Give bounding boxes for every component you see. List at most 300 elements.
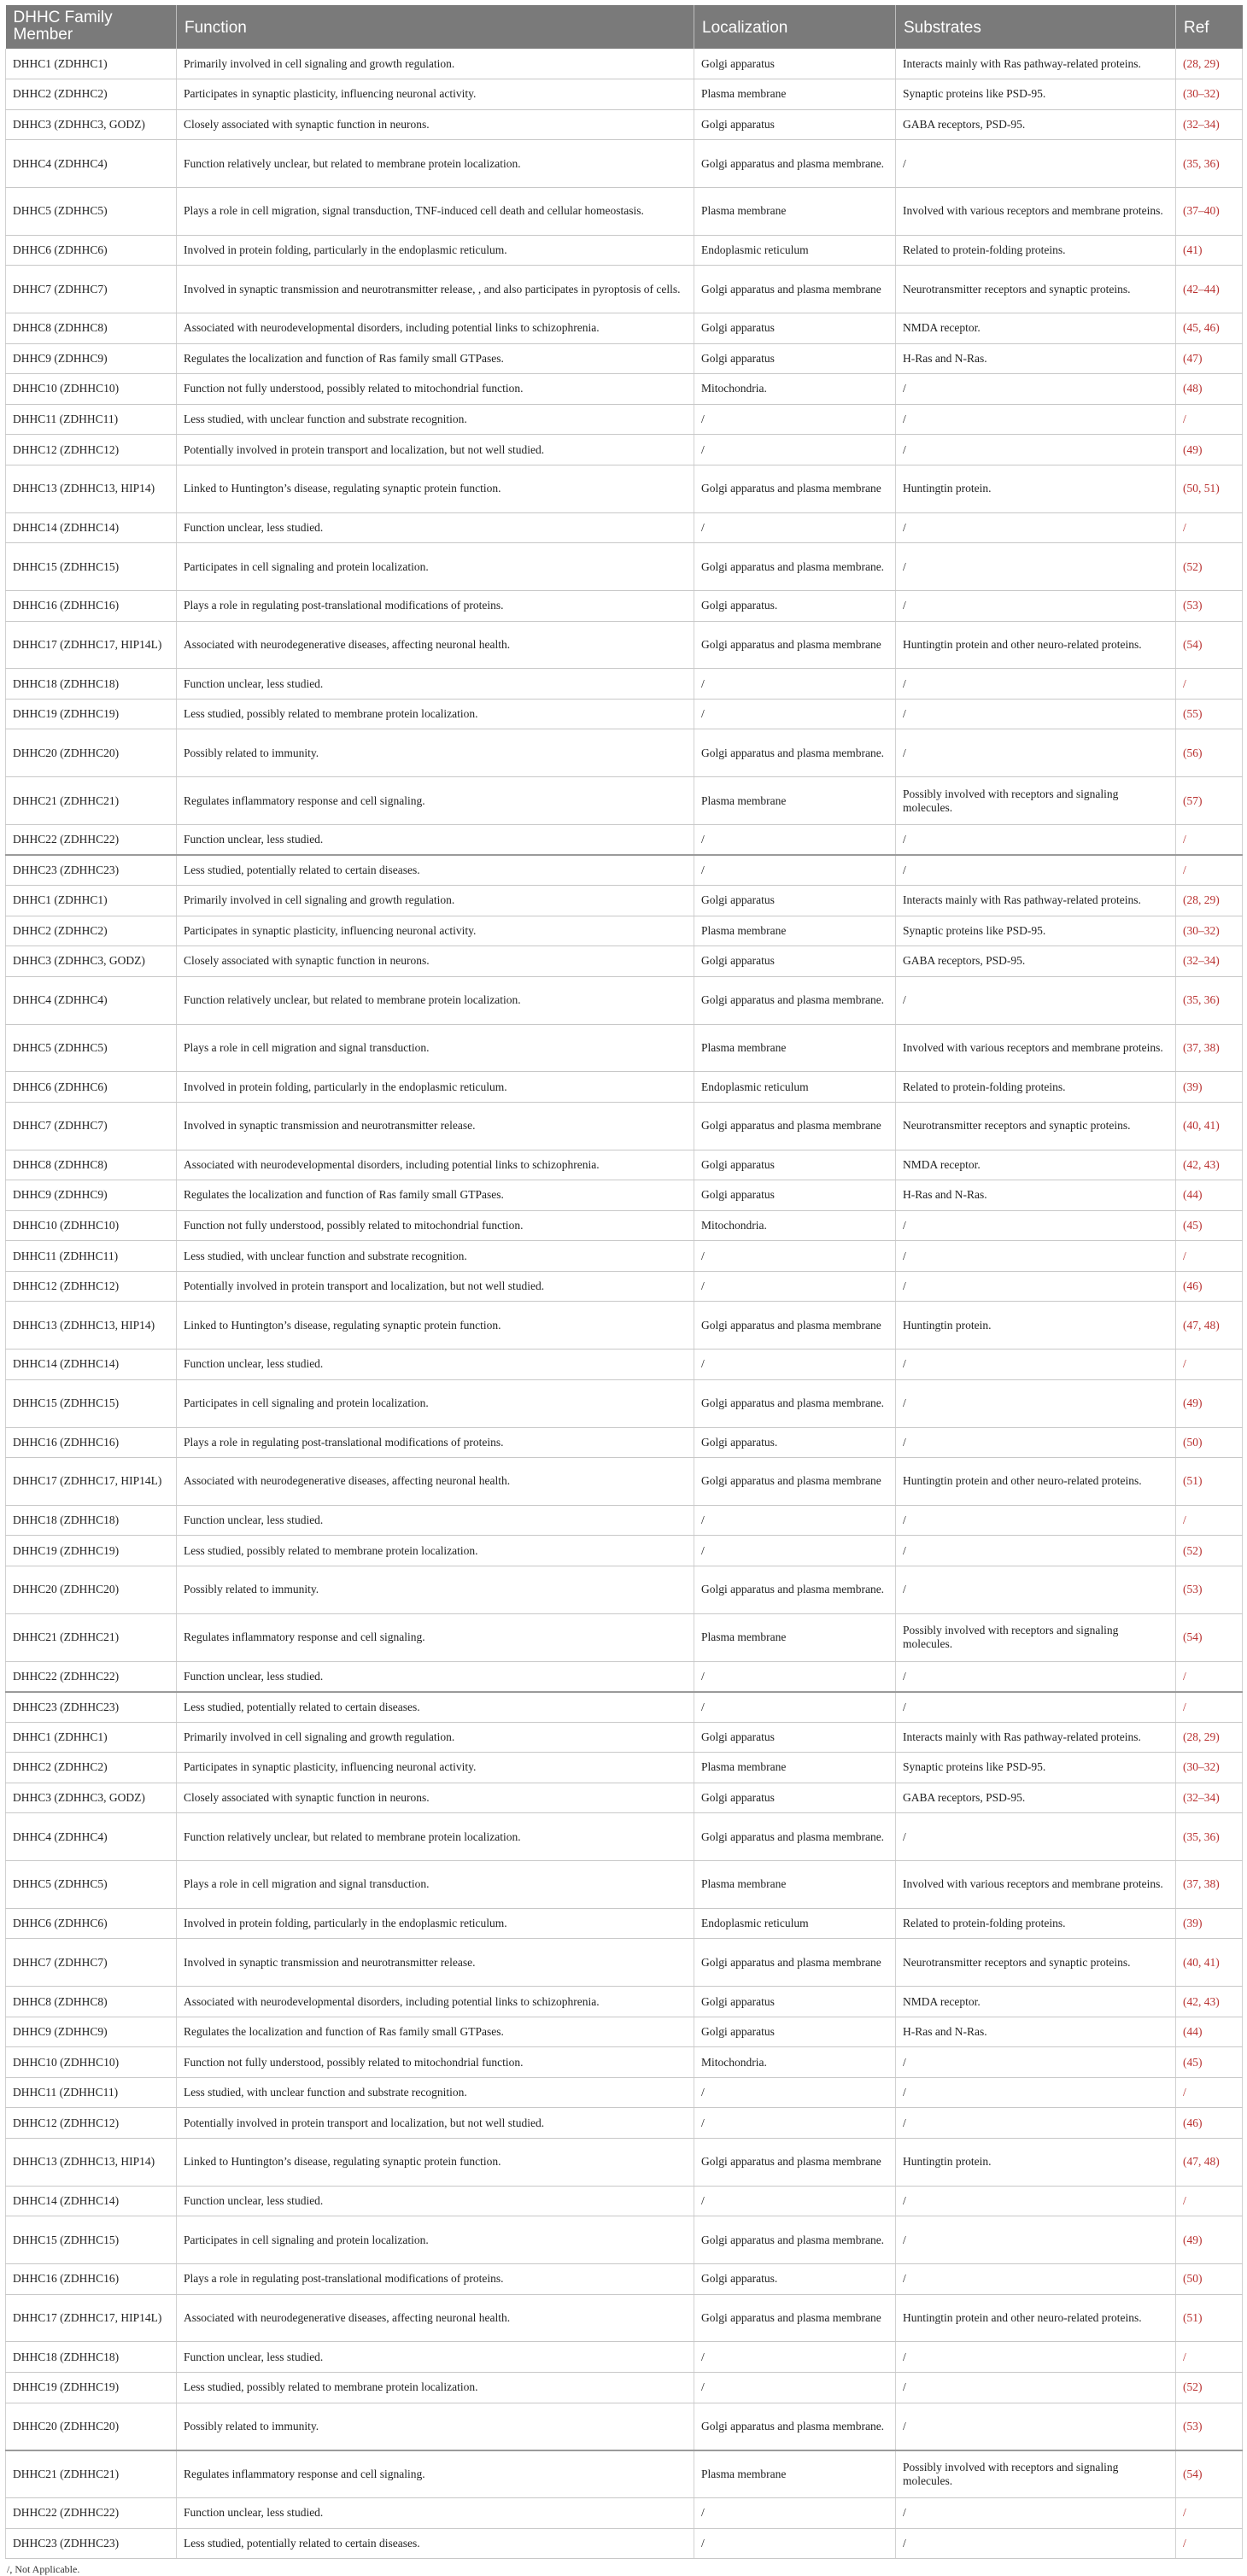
table-row xyxy=(6,1722,1243,1753)
ref-cell: (54) xyxy=(1176,621,1243,669)
family-member-cell: DHHC17 (ZDHHC17, HIP14L) xyxy=(6,2294,177,2342)
ref-cell: (30–32) xyxy=(1176,1753,1243,1783)
ref-cell: (46) xyxy=(1176,1271,1243,1302)
substrates-cell: / xyxy=(896,669,1176,700)
table-row xyxy=(6,1505,1243,1536)
ref-cell: (44) xyxy=(1176,2017,1243,2047)
function-cell: Involved in protein folding, particularly in the endoplasmic reticulum. xyxy=(177,1908,694,1939)
family-member-cell: DHHC6 (ZDHHC6) xyxy=(6,1908,177,1939)
family-member-cell: DHHC15 (ZDHHC15) xyxy=(6,543,177,591)
family-member-cell: DHHC6 (ZDHHC6) xyxy=(6,1072,177,1103)
table-row xyxy=(6,1661,1243,1692)
family-member-cell: DHHC21 (ZDHHC21) xyxy=(6,2450,177,2498)
table-row xyxy=(6,1987,1243,2017)
function-cell: Involved in synaptic transmission and neurotransmitter release, , and also participates in pyroptosis of cells. xyxy=(177,266,694,313)
substrates-cell: NMDA receptor. xyxy=(896,1987,1176,2017)
table-row xyxy=(6,1210,1243,1241)
function-cell: Potentially involved in protein transport and localization, but not well studied. xyxy=(177,435,694,465)
substrates-cell: / xyxy=(896,1241,1176,1272)
table-row xyxy=(6,1150,1243,1180)
localization-cell: Golgi apparatus xyxy=(694,1783,896,1813)
family-member-cell: DHHC18 (ZDHHC18) xyxy=(6,669,177,700)
ref-cell: (32–34) xyxy=(1176,1783,1243,1813)
substrates-cell: Involved with various receptors and membrane proteins. xyxy=(896,187,1176,235)
table-row xyxy=(6,946,1243,977)
localization-cell: Golgi apparatus xyxy=(694,1722,896,1753)
table-row xyxy=(6,512,1243,543)
ref-cell: (53) xyxy=(1176,1566,1243,1613)
substrates-cell: Possibly involved with receptors and signaling molecules. xyxy=(896,1613,1176,1661)
substrates-cell: GABA receptors, PSD-95. xyxy=(896,946,1176,977)
table-row xyxy=(6,2138,1243,2186)
ref-cell: (45) xyxy=(1176,2047,1243,2078)
substrates-cell: Interacts mainly with Ras pathway-related proteins. xyxy=(896,49,1176,79)
family-member-cell: DHHC8 (ZDHHC8) xyxy=(6,1150,177,1180)
table-row xyxy=(6,1536,1243,1566)
function-cell: Regulates inflammatory response and cell signaling. xyxy=(177,2450,694,2498)
localization-cell: / xyxy=(694,699,896,729)
family-member-cell: DHHC6 (ZDHHC6) xyxy=(6,235,177,266)
table-row xyxy=(6,2373,1243,2403)
substrates-cell: / xyxy=(896,1379,1176,1427)
ref-cell: (44) xyxy=(1176,1180,1243,1211)
ref-cell: (49) xyxy=(1176,2216,1243,2264)
localization-cell: Plasma membrane xyxy=(694,79,896,110)
ref-cell: (30–32) xyxy=(1176,79,1243,110)
substrates-cell: / xyxy=(896,2186,1176,2216)
table-row xyxy=(6,79,1243,110)
localization-cell: Golgi apparatus xyxy=(694,886,896,916)
family-member-cell: DHHC17 (ZDHHC17, HIP14L) xyxy=(6,621,177,669)
family-member-cell: DHHC18 (ZDHHC18) xyxy=(6,1505,177,1536)
localization-cell: Mitochondria. xyxy=(694,1210,896,1241)
ref-cell: (50) xyxy=(1176,1427,1243,1458)
family-member-cell: DHHC11 (ZDHHC11) xyxy=(6,1241,177,1272)
table-row xyxy=(6,1102,1243,1150)
family-member-cell: DHHC10 (ZDHHC10) xyxy=(6,374,177,405)
ref-cell: (55) xyxy=(1176,699,1243,729)
substrates-cell: Huntingtin protein. xyxy=(896,1302,1176,1349)
ref-cell: (28, 29) xyxy=(1176,1722,1243,1753)
table-footnote: /, Not Applicable. xyxy=(7,2563,80,2576)
substrates-cell: Synaptic proteins like PSD-95. xyxy=(896,1753,1176,1783)
table-row xyxy=(6,1939,1243,1987)
ref-cell: (52) xyxy=(1176,1536,1243,1566)
function-cell: Participates in cell signaling and protein localization. xyxy=(177,2216,694,2264)
ref-cell: (39) xyxy=(1176,1072,1243,1103)
localization-cell: / xyxy=(694,2498,896,2529)
substrates-cell: Neurotransmitter receptors and synaptic proteins. xyxy=(896,266,1176,313)
substrates-cell: / xyxy=(896,404,1176,435)
ref-cell: (39) xyxy=(1176,1908,1243,1939)
ref-cell: / xyxy=(1176,2077,1243,2108)
table-row xyxy=(6,1753,1243,1783)
function-cell: Plays a role in cell migration, signal transduction, TNF-induced cell death and cellular homeostasis. xyxy=(177,187,694,235)
function-cell: Function not fully understood, possibly related to mitochondrial function. xyxy=(177,1210,694,1241)
localization-cell: Golgi apparatus and plasma membrane xyxy=(694,266,896,313)
localization-cell: / xyxy=(694,404,896,435)
function-cell: Function relatively unclear, but related to membrane protein localization. xyxy=(177,976,694,1024)
localization-cell: Golgi apparatus xyxy=(694,109,896,140)
ref-cell: (37, 38) xyxy=(1176,1861,1243,1909)
substrates-cell: NMDA receptor. xyxy=(896,1150,1176,1180)
family-member-cell: DHHC8 (ZDHHC8) xyxy=(6,1987,177,2017)
function-cell: Plays a role in cell migration and signal transduction. xyxy=(177,1861,694,1909)
table-row xyxy=(6,266,1243,313)
table-row xyxy=(6,2342,1243,2373)
family-member-cell: DHHC20 (ZDHHC20) xyxy=(6,729,177,777)
substrates-cell: Interacts mainly with Ras pathway-related proteins. xyxy=(896,886,1176,916)
substrates-cell: / xyxy=(896,374,1176,405)
table-row xyxy=(6,465,1243,512)
substrates-cell: / xyxy=(896,140,1176,188)
localization-cell: / xyxy=(694,435,896,465)
table-row xyxy=(6,2498,1243,2529)
ref-cell: (51) xyxy=(1176,2294,1243,2342)
dhhc-family-table xyxy=(5,5,1243,2559)
family-member-cell: DHHC12 (ZDHHC12) xyxy=(6,435,177,465)
function-cell: Less studied, potentially related to certain diseases. xyxy=(177,1692,694,1723)
function-cell: Possibly related to immunity. xyxy=(177,2403,694,2450)
function-cell: Regulates the localization and function of Ras family small GTPases. xyxy=(177,343,694,374)
table-row xyxy=(6,2186,1243,2216)
function-cell: Participates in cell signaling and protein localization. xyxy=(177,543,694,591)
localization-cell: / xyxy=(694,824,896,855)
localization-cell: Golgi apparatus and plasma membrane xyxy=(694,1302,896,1349)
header-family-member: DHHC Family Member xyxy=(6,5,177,49)
table-row xyxy=(6,699,1243,729)
localization-cell: Golgi apparatus and plasma membrane. xyxy=(694,140,896,188)
ref-cell: (45, 46) xyxy=(1176,313,1243,344)
localization-cell: / xyxy=(694,855,896,886)
function-cell: Linked to Huntington’s disease, regulating synaptic protein function. xyxy=(177,2138,694,2186)
substrates-cell: Huntingtin protein and other neuro-related proteins. xyxy=(896,2294,1176,2342)
table-row xyxy=(6,1692,1243,1723)
localization-cell: Golgi apparatus and plasma membrane xyxy=(694,1458,896,1506)
function-cell: Function unclear, less studied. xyxy=(177,2186,694,2216)
function-cell: Less studied, possibly related to membrane protein localization. xyxy=(177,1536,694,1566)
function-cell: Associated with neurodegenerative diseases, affecting neuronal health. xyxy=(177,1458,694,1506)
ref-cell: / xyxy=(1176,855,1243,886)
localization-cell: Golgi apparatus. xyxy=(694,1427,896,1458)
substrates-cell: / xyxy=(896,729,1176,777)
family-member-cell: DHHC17 (ZDHHC17, HIP14L) xyxy=(6,1458,177,1506)
localization-cell: Plasma membrane xyxy=(694,1024,896,1072)
table-row xyxy=(6,855,1243,886)
family-member-cell: DHHC11 (ZDHHC11) xyxy=(6,2077,177,2108)
function-cell: Associated with neurodegenerative diseases, affecting neuronal health. xyxy=(177,621,694,669)
substrates-cell: Involved with various receptors and membrane proteins. xyxy=(896,1024,1176,1072)
family-member-cell: DHHC13 (ZDHHC13, HIP14) xyxy=(6,1302,177,1349)
table-row xyxy=(6,543,1243,591)
table-row xyxy=(6,2108,1243,2139)
family-member-cell: DHHC20 (ZDHHC20) xyxy=(6,2403,177,2450)
ref-cell: (30–32) xyxy=(1176,916,1243,946)
family-member-cell: DHHC19 (ZDHHC19) xyxy=(6,699,177,729)
localization-cell: Golgi apparatus xyxy=(694,49,896,79)
table-row xyxy=(6,2264,1243,2295)
function-cell: Plays a role in regulating post-translational modifications of proteins. xyxy=(177,590,694,621)
ref-cell: (32–34) xyxy=(1176,946,1243,977)
family-member-cell: DHHC7 (ZDHHC7) xyxy=(6,1102,177,1150)
table-row xyxy=(6,1379,1243,1427)
substrates-cell: Related to protein-folding proteins. xyxy=(896,235,1176,266)
table-row xyxy=(6,2528,1243,2559)
table-row xyxy=(6,1427,1243,1458)
ref-cell: (53) xyxy=(1176,2403,1243,2450)
localization-cell: Plasma membrane xyxy=(694,1753,896,1783)
function-cell: Regulates the localization and function of Ras family small GTPases. xyxy=(177,1180,694,1211)
function-cell: Linked to Huntington’s disease, regulating synaptic protein function. xyxy=(177,465,694,512)
family-member-cell: DHHC1 (ZDHHC1) xyxy=(6,49,177,79)
localization-cell: / xyxy=(694,1271,896,1302)
family-member-cell: DHHC10 (ZDHHC10) xyxy=(6,2047,177,2078)
table-row xyxy=(6,187,1243,235)
table-row xyxy=(6,2294,1243,2342)
ref-cell: (35, 36) xyxy=(1176,976,1243,1024)
table-row xyxy=(6,2077,1243,2108)
function-cell: Closely associated with synaptic function in neurons. xyxy=(177,1783,694,1813)
table-row xyxy=(6,1072,1243,1103)
family-member-cell: DHHC22 (ZDHHC22) xyxy=(6,824,177,855)
table-row xyxy=(6,140,1243,188)
function-cell: Participates in synaptic plasticity, influencing neuronal activity. xyxy=(177,79,694,110)
ref-cell: / xyxy=(1176,512,1243,543)
family-member-cell: DHHC14 (ZDHHC14) xyxy=(6,1349,177,1380)
localization-cell: Golgi apparatus xyxy=(694,2017,896,2047)
ref-cell: / xyxy=(1176,1661,1243,1692)
localization-cell: Golgi apparatus and plasma membrane. xyxy=(694,1379,896,1427)
table-row xyxy=(6,777,1243,825)
family-member-cell: DHHC9 (ZDHHC9) xyxy=(6,2017,177,2047)
table-row xyxy=(6,976,1243,1024)
ref-cell: (54) xyxy=(1176,1613,1243,1661)
localization-cell: Golgi apparatus and plasma membrane xyxy=(694,465,896,512)
table-row xyxy=(6,621,1243,669)
ref-cell: (40, 41) xyxy=(1176,1939,1243,1987)
function-cell: Function unclear, less studied. xyxy=(177,2498,694,2529)
function-cell: Less studied, potentially related to certain diseases. xyxy=(177,2528,694,2559)
family-member-cell: DHHC5 (ZDHHC5) xyxy=(6,187,177,235)
substrates-cell: Synaptic proteins like PSD-95. xyxy=(896,79,1176,110)
substrates-cell: / xyxy=(896,824,1176,855)
substrates-cell: Huntingtin protein and other neuro-related proteins. xyxy=(896,621,1176,669)
substrates-cell: H-Ras and N-Ras. xyxy=(896,1180,1176,1211)
substrates-cell: Possibly involved with receptors and signaling molecules. xyxy=(896,777,1176,825)
family-member-cell: DHHC1 (ZDHHC1) xyxy=(6,886,177,916)
function-cell: Associated with neurodegenerative diseases, affecting neuronal health. xyxy=(177,2294,694,2342)
localization-cell: Golgi apparatus and plasma membrane. xyxy=(694,729,896,777)
localization-cell: Golgi apparatus and plasma membrane. xyxy=(694,1566,896,1613)
substrates-cell: / xyxy=(896,1661,1176,1692)
family-member-cell: DHHC2 (ZDHHC2) xyxy=(6,916,177,946)
table-row xyxy=(6,49,1243,79)
table-row xyxy=(6,2047,1243,2078)
ref-cell: (41) xyxy=(1176,235,1243,266)
table-row xyxy=(6,343,1243,374)
function-cell: Possibly related to immunity. xyxy=(177,729,694,777)
table-row xyxy=(6,1613,1243,1661)
ref-cell: (57) xyxy=(1176,777,1243,825)
localization-cell: Golgi apparatus xyxy=(694,313,896,344)
family-member-cell: DHHC23 (ZDHHC23) xyxy=(6,2528,177,2559)
substrates-cell: / xyxy=(896,2108,1176,2139)
localization-cell: / xyxy=(694,669,896,700)
family-member-cell: DHHC22 (ZDHHC22) xyxy=(6,2498,177,2529)
substrates-cell: Interacts mainly with Ras pathway-related proteins. xyxy=(896,1722,1176,1753)
function-cell: Involved in synaptic transmission and neurotransmitter release. xyxy=(177,1939,694,1987)
table-row xyxy=(6,1813,1243,1861)
localization-cell: Golgi apparatus and plasma membrane. xyxy=(694,976,896,1024)
localization-cell: / xyxy=(694,1241,896,1272)
table-row xyxy=(6,2403,1243,2450)
localization-cell: Golgi apparatus xyxy=(694,1180,896,1211)
function-cell: Associated with neurodevelopmental disorders, including potential links to schizophrenia. xyxy=(177,1150,694,1180)
function-cell: Plays a role in regulating post-translational modifications of proteins. xyxy=(177,2264,694,2295)
family-member-cell: DHHC18 (ZDHHC18) xyxy=(6,2342,177,2373)
table-row xyxy=(6,916,1243,946)
function-cell: Function unclear, less studied. xyxy=(177,1505,694,1536)
function-cell: Primarily involved in cell signaling and growth regulation. xyxy=(177,886,694,916)
substrates-cell: NMDA receptor. xyxy=(896,313,1176,344)
function-cell: Function unclear, less studied. xyxy=(177,2342,694,2373)
localization-cell: Endoplasmic reticulum xyxy=(694,1908,896,1939)
family-member-cell: DHHC14 (ZDHHC14) xyxy=(6,512,177,543)
family-member-cell: DHHC19 (ZDHHC19) xyxy=(6,2373,177,2403)
function-cell: Associated with neurodevelopmental disorders, including potential links to schizophrenia. xyxy=(177,1987,694,2017)
substrates-cell: Huntingtin protein. xyxy=(896,465,1176,512)
localization-cell: Golgi apparatus and plasma membrane xyxy=(694,2294,896,2342)
substrates-cell: / xyxy=(896,699,1176,729)
table-row xyxy=(6,1861,1243,1909)
family-member-cell: DHHC22 (ZDHHC22) xyxy=(6,1661,177,1692)
localization-cell: Golgi apparatus and plasma membrane. xyxy=(694,2403,896,2450)
function-cell: Regulates inflammatory response and cell signaling. xyxy=(177,1613,694,1661)
ref-cell: (50) xyxy=(1176,2264,1243,2295)
function-cell: Regulates inflammatory response and cell signaling. xyxy=(177,777,694,825)
substrates-cell: Involved with various receptors and membrane proteins. xyxy=(896,1861,1176,1909)
function-cell: Less studied, potentially related to certain diseases. xyxy=(177,855,694,886)
localization-cell: / xyxy=(694,1692,896,1723)
localization-cell: Plasma membrane xyxy=(694,1861,896,1909)
family-member-cell: DHHC7 (ZDHHC7) xyxy=(6,266,177,313)
function-cell: Function unclear, less studied. xyxy=(177,824,694,855)
function-cell: Closely associated with synaptic function in neurons. xyxy=(177,109,694,140)
family-member-cell: DHHC10 (ZDHHC10) xyxy=(6,1210,177,1241)
function-cell: Function not fully understood, possibly related to mitochondrial function. xyxy=(177,2047,694,2078)
ref-cell: / xyxy=(1176,824,1243,855)
family-member-cell: DHHC19 (ZDHHC19) xyxy=(6,1536,177,1566)
substrates-cell: GABA receptors, PSD-95. xyxy=(896,1783,1176,1813)
localization-cell: / xyxy=(694,512,896,543)
function-cell: Primarily involved in cell signaling and growth regulation. xyxy=(177,49,694,79)
family-member-cell: DHHC8 (ZDHHC8) xyxy=(6,313,177,344)
function-cell: Potentially involved in protein transport and localization, but not well studied. xyxy=(177,2108,694,2139)
table-row xyxy=(6,2216,1243,2264)
substrates-cell: Huntingtin protein. xyxy=(896,2138,1176,2186)
function-cell: Function unclear, less studied. xyxy=(177,1661,694,1692)
ref-cell: (48) xyxy=(1176,374,1243,405)
family-member-cell: DHHC13 (ZDHHC13, HIP14) xyxy=(6,2138,177,2186)
ref-cell: (42–44) xyxy=(1176,266,1243,313)
table-row xyxy=(6,1024,1243,1072)
localization-cell: Golgi apparatus xyxy=(694,946,896,977)
substrates-cell: / xyxy=(896,2403,1176,2450)
substrates-cell: / xyxy=(896,1349,1176,1380)
function-cell: Involved in protein folding, particularly in the endoplasmic reticulum. xyxy=(177,1072,694,1103)
localization-cell: Golgi apparatus and plasma membrane xyxy=(694,2138,896,2186)
ref-cell: / xyxy=(1176,669,1243,700)
substrates-cell: / xyxy=(896,1536,1176,1566)
localization-cell: / xyxy=(694,2077,896,2108)
table-row xyxy=(6,435,1243,465)
family-member-cell: DHHC11 (ZDHHC11) xyxy=(6,404,177,435)
function-cell: Function not fully understood, possibly related to mitochondrial function. xyxy=(177,374,694,405)
family-member-cell: DHHC16 (ZDHHC16) xyxy=(6,2264,177,2295)
substrates-cell: / xyxy=(896,1505,1176,1536)
function-cell: Function relatively unclear, but related to membrane protein localization. xyxy=(177,140,694,188)
function-cell: Linked to Huntington’s disease, regulating synaptic protein function. xyxy=(177,1302,694,1349)
ref-cell: (56) xyxy=(1176,729,1243,777)
table-row xyxy=(6,1783,1243,1813)
substrates-cell: / xyxy=(896,1271,1176,1302)
table-row xyxy=(6,1908,1243,1939)
family-member-cell: DHHC3 (ZDHHC3, GODZ) xyxy=(6,1783,177,1813)
localization-cell: / xyxy=(694,2186,896,2216)
table-row xyxy=(6,1241,1243,1272)
substrates-cell: / xyxy=(896,2373,1176,2403)
localization-cell: / xyxy=(694,2528,896,2559)
family-member-cell: DHHC9 (ZDHHC9) xyxy=(6,343,177,374)
localization-cell: Golgi apparatus and plasma membrane. xyxy=(694,543,896,591)
ref-cell: (35, 36) xyxy=(1176,1813,1243,1861)
substrates-cell: / xyxy=(896,1813,1176,1861)
family-member-cell: DHHC4 (ZDHHC4) xyxy=(6,140,177,188)
ref-cell: (35, 36) xyxy=(1176,140,1243,188)
table-row xyxy=(6,1302,1243,1349)
substrates-cell: Neurotransmitter receptors and synaptic proteins. xyxy=(896,1102,1176,1150)
family-member-cell: DHHC3 (ZDHHC3, GODZ) xyxy=(6,946,177,977)
function-cell: Function relatively unclear, but related to membrane protein localization. xyxy=(177,1813,694,1861)
family-member-cell: DHHC2 (ZDHHC2) xyxy=(6,79,177,110)
function-cell: Function unclear, less studied. xyxy=(177,669,694,700)
family-member-cell: DHHC2 (ZDHHC2) xyxy=(6,1753,177,1783)
table-row xyxy=(6,109,1243,140)
function-cell: Plays a role in regulating post-translational modifications of proteins. xyxy=(177,1427,694,1458)
family-member-cell: DHHC4 (ZDHHC4) xyxy=(6,976,177,1024)
localization-cell: Plasma membrane xyxy=(694,777,896,825)
header-ref: Ref xyxy=(1176,5,1243,49)
localization-cell: / xyxy=(694,2108,896,2139)
table-row xyxy=(6,1180,1243,1211)
ref-cell: (42, 43) xyxy=(1176,1987,1243,2017)
ref-cell: (50, 51) xyxy=(1176,465,1243,512)
localization-cell: Golgi apparatus xyxy=(694,1150,896,1180)
substrates-cell: / xyxy=(896,1566,1176,1613)
substrates-cell: / xyxy=(896,976,1176,1024)
family-member-cell: DHHC1 (ZDHHC1) xyxy=(6,1722,177,1753)
family-member-cell: DHHC12 (ZDHHC12) xyxy=(6,2108,177,2139)
ref-cell: (47, 48) xyxy=(1176,2138,1243,2186)
function-cell: Plays a role in cell migration and signal transduction. xyxy=(177,1024,694,1072)
localization-cell: Mitochondria. xyxy=(694,374,896,405)
ref-cell: (54) xyxy=(1176,2450,1243,2498)
family-member-cell: DHHC23 (ZDHHC23) xyxy=(6,855,177,886)
ref-cell: (51) xyxy=(1176,1458,1243,1506)
table-body xyxy=(6,49,1243,2559)
table-row xyxy=(6,313,1243,344)
header-localization: Localization xyxy=(694,5,896,49)
